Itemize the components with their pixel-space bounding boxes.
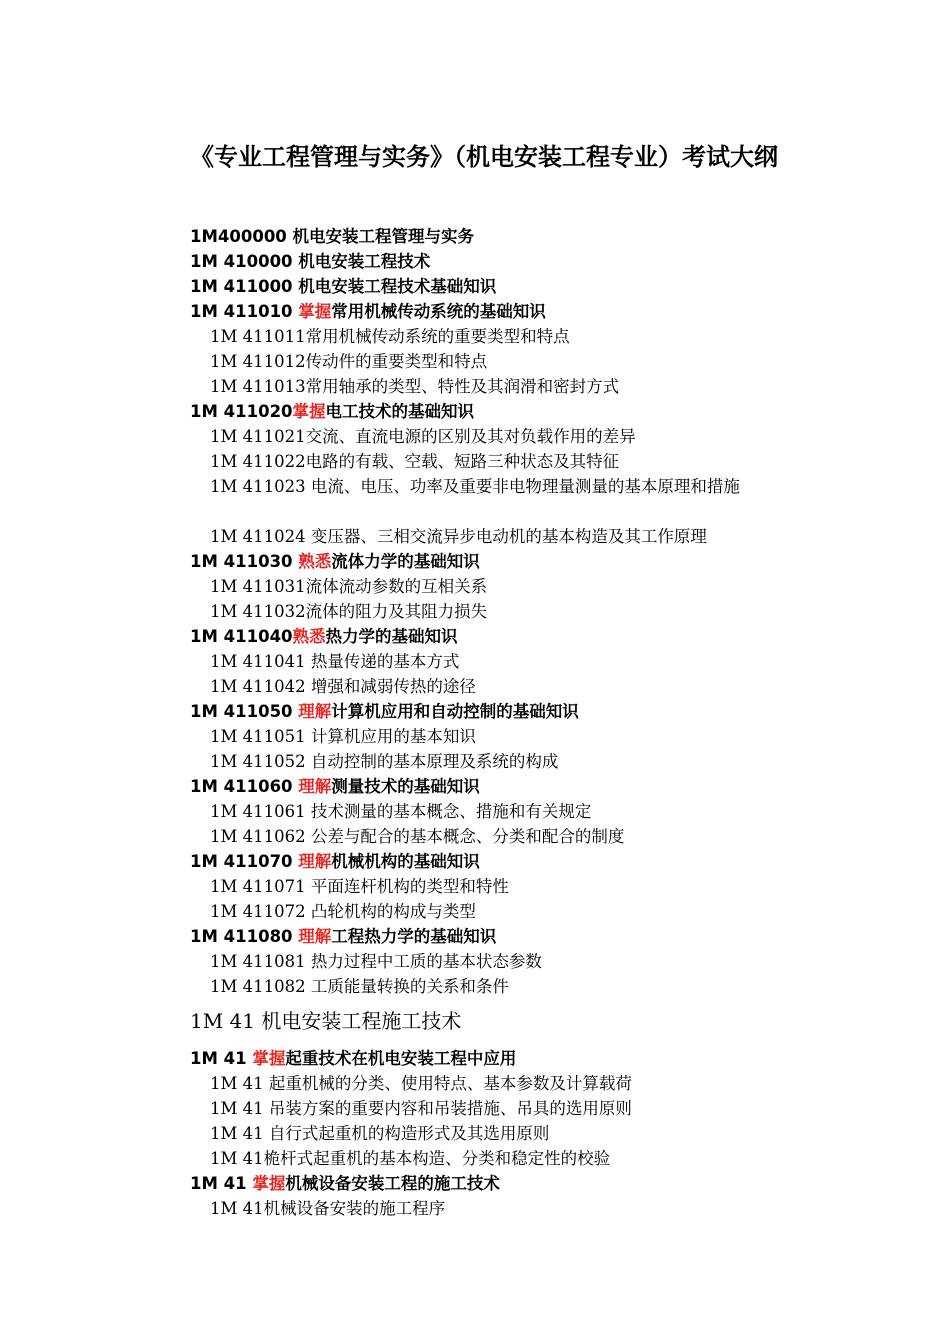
- outline-item: [210, 1121, 549, 1146]
- item-text: 传动件的重要类型和特点: [305, 352, 488, 371]
- item-code: 1M 411023: [210, 477, 311, 496]
- outline-heading: [190, 399, 474, 424]
- item-code: 1M 411042: [210, 677, 311, 696]
- item-text: 机电安装工程管理与实务: [292, 227, 475, 246]
- item-code: 1M 411024: [210, 527, 311, 546]
- requirement-level: 理解: [298, 927, 332, 946]
- item-text: 起重技术在机电安装工程中应用: [285, 1049, 517, 1068]
- outline-heading: [190, 249, 430, 274]
- item-code: 1M 41: [190, 1049, 253, 1068]
- requirement-level: 熟悉: [298, 552, 332, 571]
- item-text: 常用机械传动系统的重要类型和特点: [305, 327, 570, 346]
- item-text: 计算机应用和自动控制的基础知识: [331, 702, 579, 721]
- item-code: 1M 411010: [190, 302, 299, 321]
- item-code: 1M 411052: [210, 752, 311, 771]
- outline-heading: [190, 1171, 500, 1196]
- item-text: 热量传递的基本方式: [310, 652, 460, 671]
- document-title: 《专业工程管理与实务》（机电安装工程专业）考试大纲: [190, 143, 778, 171]
- outline-heading: [190, 274, 496, 299]
- item-text: 电路的有载、空载、短路三种状态及其特征: [305, 452, 620, 471]
- item-code: 1M 411072: [210, 902, 311, 921]
- item-code: 1M 411000: [190, 277, 299, 296]
- item-code: 1M 411030: [190, 552, 299, 571]
- item-code: 1M400000: [190, 227, 293, 246]
- item-code: 1M 411080: [190, 927, 299, 946]
- item-code: 1M 410000: [190, 252, 299, 271]
- requirement-level: 掌握: [292, 402, 326, 421]
- outline-item: [210, 824, 624, 849]
- outline-item: [210, 674, 476, 699]
- item-code: 1M 411032: [210, 602, 306, 621]
- item-text: 吊装方案的重要内容和吊装措施、吊具的选用原则: [268, 1099, 632, 1118]
- outline-item: [210, 899, 476, 924]
- item-text: 电工技术的基础知识: [325, 402, 475, 421]
- outline-item: [210, 449, 619, 474]
- section-heading: [190, 1006, 461, 1036]
- item-text: 工质能量转换的关系和条件: [310, 977, 509, 996]
- outline-heading: [190, 299, 546, 324]
- item-code: 1M 411070: [190, 852, 299, 871]
- item-code: 1M 411041: [210, 652, 311, 671]
- item-code: 1M 411081: [210, 952, 311, 971]
- item-text: 技术测量的基本概念、措施和有关规定: [310, 802, 592, 821]
- outline-item: [210, 974, 509, 999]
- outline-item: [210, 524, 707, 549]
- requirement-level: 熟悉: [292, 627, 326, 646]
- item-code: 1M 41: [210, 1074, 269, 1093]
- item-text: 桅杆式起重机的基本构造、分类和稳定性的校验: [263, 1149, 611, 1168]
- item-text: 机电安装工程技术: [298, 252, 431, 271]
- item-text: 热力学的基础知识: [325, 627, 458, 646]
- item-code: 1M 411051: [210, 727, 311, 746]
- item-text: 凸轮机构的构成与类型: [310, 902, 476, 921]
- outline-heading: [190, 1046, 516, 1071]
- outline-item: [210, 724, 476, 749]
- item-text: 增强和减弱传热的途径: [310, 677, 476, 696]
- outline-item: [210, 1196, 445, 1221]
- item-text: 流体的阻力及其阻力损失: [305, 602, 488, 621]
- item-text: 机电安装工程施工技术: [261, 1009, 462, 1033]
- item-code: 1M 411013: [210, 377, 306, 396]
- requirement-level: 理解: [298, 702, 332, 721]
- outline-item: [210, 424, 636, 449]
- item-text: 测量技术的基础知识: [331, 777, 480, 796]
- item-text: 机械机构的基础知识: [331, 852, 480, 871]
- item-code: 1M 411040: [190, 627, 293, 646]
- item-text: 机械设备安装的施工程序: [263, 1199, 446, 1218]
- outline-item: [210, 574, 487, 599]
- requirement-level: 掌握: [298, 302, 332, 321]
- item-text: 电流、电压、功率及重要非电物理量测量的基本原理和措施: [310, 477, 740, 496]
- item-text: 常用机械传动系统的基础知识: [331, 302, 546, 321]
- requirement-level: 理解: [298, 852, 332, 871]
- item-text: 变压器、三相交流异步电动机的基本构造及其工作原理: [310, 527, 707, 546]
- outline-item: [210, 749, 558, 774]
- outline-item: [210, 599, 487, 624]
- outline-item: [210, 1146, 610, 1171]
- outline-heading: [190, 699, 579, 724]
- outline-heading: [190, 624, 458, 649]
- item-code: 1M 411062: [210, 827, 311, 846]
- item-code: 1M 411031: [210, 577, 306, 596]
- outline-item: [210, 374, 619, 399]
- item-text: 流体流动参数的互相关系: [305, 577, 488, 596]
- item-text: 计算机应用的基本知识: [310, 727, 476, 746]
- item-text: 热力过程中工质的基本状态参数: [310, 952, 542, 971]
- outline-item: [210, 649, 459, 674]
- item-text: 常用轴承的类型、特性及其润滑和密封方式: [305, 377, 620, 396]
- item-code: 1M 411021: [210, 427, 306, 446]
- item-code: 1M 411011: [210, 327, 306, 346]
- item-code: 1M 41: [190, 1174, 253, 1193]
- outline-item: [210, 1071, 632, 1096]
- outline-item: [210, 474, 785, 499]
- requirement-level: 理解: [298, 777, 332, 796]
- outline-item: [210, 349, 487, 374]
- item-code: 1M 411060: [190, 777, 299, 796]
- item-text: 公差与配合的基本概念、分类和配合的制度: [310, 827, 625, 846]
- item-code: 1M 411012: [210, 352, 306, 371]
- item-text: 工程热力学的基础知识: [331, 927, 497, 946]
- item-text: 机电安装工程技术基础知识: [298, 277, 497, 296]
- outline-item: [210, 799, 591, 824]
- outline-heading: [190, 849, 480, 874]
- item-code: 1M 411022: [210, 452, 306, 471]
- item-code: 1M 411050: [190, 702, 299, 721]
- item-code: 1M 41: [210, 1099, 269, 1118]
- outline-item: [210, 874, 509, 899]
- item-text: 自行式起重机的构造形式及其选用原则: [268, 1124, 550, 1143]
- outline-heading: [190, 224, 474, 249]
- outline-item: [210, 324, 570, 349]
- item-code: 1M 41: [210, 1149, 264, 1168]
- requirement-level: 掌握: [252, 1174, 286, 1193]
- item-text: 流体力学的基础知识: [331, 552, 480, 571]
- outline-item: [210, 949, 542, 974]
- outline-heading: [190, 549, 480, 574]
- item-text: 机械设备安装工程的施工技术: [285, 1174, 500, 1193]
- item-code: 1M 41: [190, 1009, 262, 1033]
- outline-item: [210, 1096, 632, 1121]
- item-code: 1M 411061: [210, 802, 311, 821]
- requirement-level: 掌握: [252, 1049, 286, 1068]
- outline-heading: [190, 774, 480, 799]
- item-text: 起重机械的分类、使用特点、基本参数及计算载荷: [268, 1074, 632, 1093]
- item-text: 自动控制的基本原理及系统的构成: [310, 752, 559, 771]
- item-code: 1M 411071: [210, 877, 311, 896]
- item-text: 平面连杆机构的类型和特性: [310, 877, 509, 896]
- item-code: 1M 41: [210, 1124, 269, 1143]
- outline-heading: [190, 924, 496, 949]
- item-text: 交流、直流电源的区别及其对负载作用的差异: [305, 427, 636, 446]
- item-code: 1M 41: [210, 1199, 264, 1218]
- item-code: 1M 411020: [190, 402, 293, 421]
- item-code: 1M 411082: [210, 977, 311, 996]
